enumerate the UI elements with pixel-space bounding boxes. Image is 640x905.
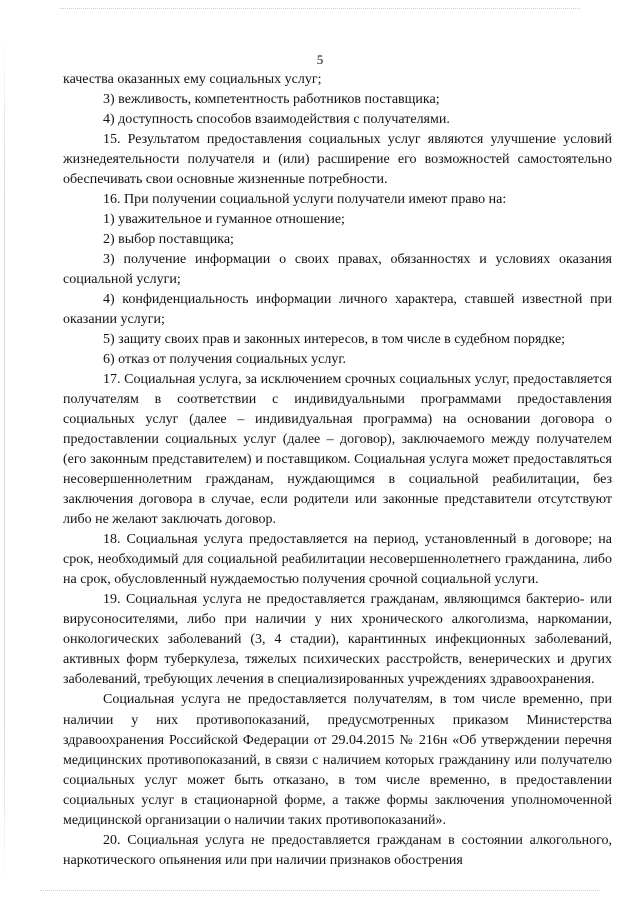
scan-artifact-bottom <box>40 890 600 892</box>
scan-artifact-top <box>60 8 580 10</box>
paragraph: 3) получение информации о своих правах, обязанностях и условиях оказания социальной услуги; <box>63 252 612 288</box>
paragraph: 2) выбор поставщика; <box>103 232 234 248</box>
paragraph: 19. Социальная услуга не предоставляется гражданам, являющимся бактерио- или вирусоносителями, либо при наличии у них хронического алкоголизма, наркомании, онкологических заболеваний (3, 4 стадии), карантинных инфекционных заболеваний, активных форм туберкулеза, тяжелых психических расстройств, венерических и других заболеваний, требующих лечения в специализированных учреждениях здравоохранения. <box>63 592 612 688</box>
page-number: 5 <box>316 52 324 67</box>
paragraph: 17. Социальная услуга, за исключением срочных социальных услуг, предоставляется получателям в соответствии с индивидуальными программами предоставления социальных услуг (далее – индивидуальная программа) на основании договора о предоставлении социальных услуг (далее – договор), заключаемого между получателем (его законным представителем) и поставщиком. Социальная услуга может предоставляться несовершеннолетним гражданам, нуждающимся в социальной реабилитации, без заключения договора в случае, если родители или законные представители отсутствуют либо не желают заключать договор. <box>63 372 612 528</box>
paragraph: 4) конфиденциальность информации личного характера, ставшей известной при оказании услуги; <box>63 292 612 328</box>
paragraph: 20. Социальная услуга не предоставляется гражданам в состоянии алкогольного, наркотического опьянения или при наличии признаков обострения <box>63 832 612 868</box>
paragraph: 1) уважительное и гуманное отношение; <box>103 212 345 228</box>
scan-edge-left <box>4 30 5 890</box>
paragraph: Социальная услуга не предоставляется получателям, в том числе временно, при наличии у них противопоказаний, предусмотренных приказом Министерства здравоохранения Российской Федерации от 29.04.2015 № 216н «Об утверждении перечня медицинских противопоказаний, в связи с наличием которых гражданину или получателю социальных услуг может быть отказано, в том числе временно, в предоставлении социальных услуг в стационарной форме, а также формы заключения уполномоченной медицинской организации о наличии таких противопоказаний». <box>63 692 612 828</box>
paragraph: 18. Социальная услуга предоставляется на период, установленный в договоре; на срок, необходимый для социальной реабилитации несовершеннолетнего гражданина, либо на срок, обусловленный нуждаемостью получения срочной социальной услуги. <box>63 532 612 588</box>
document-body <box>63 70 612 871</box>
paragraph: 5) защиту своих прав и законных интересов, в том числе в судебном порядке; <box>103 332 566 348</box>
paragraph: 3) вежливость, компетентность работников поставщика; <box>103 92 440 108</box>
paragraph: 4) доступность способов взаимодействия с получателями. <box>103 112 450 128</box>
paragraph: 6) отказ от получения социальных услуг. <box>103 352 347 368</box>
paragraph: 15. Результатом предоставления социальных услуг являются улучшение условий жизнедеятельности получателя и (или) расширение его возможностей самостоятельно обеспечивать свои основные жизненные потребности. <box>63 132 612 188</box>
paragraph: качества оказанных ему социальных услуг; <box>63 72 322 87</box>
paragraph: 16. При получении социальной услуги получатели имеют право на: <box>103 192 507 208</box>
